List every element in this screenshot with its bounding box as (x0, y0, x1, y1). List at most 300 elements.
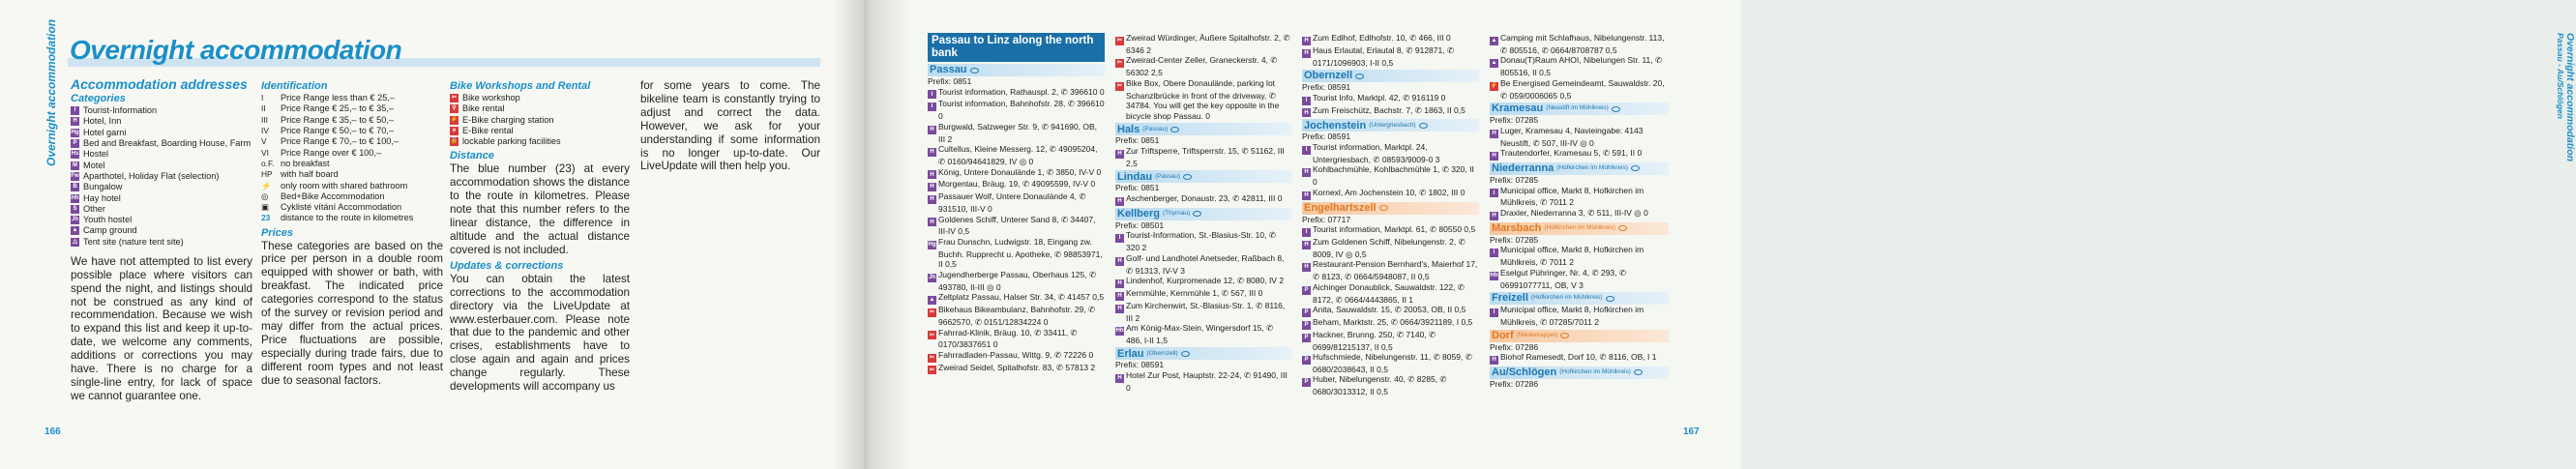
identification-row (261, 202, 443, 213)
identification-code: ▣ (261, 202, 269, 213)
category-symbol-icon: H (1115, 305, 1124, 313)
category-symbol-icon: H (928, 183, 936, 191)
prices-paragraph: These categories are based on the price per person in a double room equipped with shower or bath, with breakfast. The indicated price categories correspond to the status of the survey or revision period and may differ from the actual prices. Price fluctuations are possible, especially during trade fairs, due to different room types and not least due to seasonal factors. (261, 239, 443, 387)
category-symbol-icon: ▲ (1491, 38, 1497, 44)
category-symbol-icon: ✂ (929, 366, 935, 373)
sightseeing-icon (1612, 106, 1620, 112)
identification-code: ⚡ (261, 180, 272, 191)
category-row (71, 182, 252, 192)
category-symbol-icon: Jh (71, 217, 78, 223)
entry-text: Zweirad-Center Zeller, Graneckerstr. 4, ✆ 56302 2,5 (1126, 55, 1278, 78)
category-symbol-icon: ⚲ (450, 104, 459, 113)
category-symbol-icon: H (1115, 292, 1124, 301)
accommodation-entry (1302, 305, 1479, 317)
location-header (1302, 202, 1479, 215)
category-row (71, 149, 252, 160)
category-symbol-icon: P (1302, 378, 1311, 387)
category-symbol-icon: H (1115, 150, 1124, 159)
category-symbol-icon: I (1490, 189, 1498, 197)
category-symbol-icon: H (928, 126, 936, 134)
category-symbol-icon: H (1490, 356, 1498, 365)
phone-prefix: Prefix: 07717 (1302, 214, 1351, 224)
location-header (1115, 347, 1291, 360)
location-header (1490, 366, 1669, 379)
entry-text: Zum Freischütz, Bachstr. 7, ✆ 1863, II 0,5 (1313, 104, 1466, 115)
category-symbol-icon: Hh (1490, 272, 1498, 278)
entry-text: Tourist information, Marktpl. 61, ✆ 80550 0,5 (1313, 224, 1476, 235)
accommodation-entry (1115, 370, 1291, 393)
category-symbol-icon: M (73, 161, 77, 168)
entry-text: Zweirad Seidel, Spitalhofstr. 83, ✆ 57813 2 (938, 362, 1096, 372)
category-symbol-icon: ⚡ (450, 116, 459, 123)
entry-text: Luger, Kramesau 4, Navieingabe: 4143 Neustift, ✆ 507, III-IV ◎ 0 (1500, 125, 1643, 148)
identification-code: IV (261, 126, 269, 136)
category-symbol-icon: Hg (928, 241, 936, 248)
category-label: Hay hotel (83, 192, 121, 203)
category-symbol-icon: H (1115, 279, 1124, 288)
identification-row (261, 115, 443, 126)
location-name: Engelhartszell (1304, 201, 1377, 214)
sightseeing-icon (1355, 73, 1364, 79)
entry-text: Fahrrad-Klinik, Bräug. 10, ✆ 33411, ✆ 0170/3837651 0 (938, 327, 1078, 350)
entry-text: Beham, Marktstr. 25, ✆ 0664/3921189, I 0,5 (1313, 316, 1473, 327)
accommodation-entry (1490, 208, 1669, 220)
accommodation-entry (928, 363, 1105, 375)
accommodation-entry (1490, 268, 1669, 290)
identification-row (261, 103, 443, 114)
location-name: Dorf (1492, 329, 1514, 341)
category-symbol-icon: △ (71, 238, 79, 247)
category-symbol-icon: I (1490, 308, 1498, 317)
col-identification (261, 81, 443, 388)
workshop-label: E-Bike charging station (462, 114, 554, 125)
category-row (71, 192, 252, 203)
location-name: Kramesau (1492, 103, 1544, 115)
location-name: Marsbach (1492, 221, 1542, 234)
sightseeing-icon (1181, 351, 1190, 357)
sightseeing-icon (1634, 369, 1643, 375)
identification-row (261, 191, 443, 202)
entry-text: Biohof Ramesedt, Dorf 10, ✆ 8116, OB, I 1 (1500, 352, 1657, 363)
location-header (928, 64, 1105, 76)
sightseeing-icon (1170, 127, 1179, 132)
identification-code: ◎ (261, 191, 269, 201)
entry-text: Am König-Max-Stein, Wingersdorf 15, ✆ 486, I-II 1,5 (1126, 323, 1274, 345)
side-label-right-line2: Passau - Au/Schlögen (2555, 33, 2565, 119)
accommodation-entry (1115, 146, 1291, 168)
category-symbol-icon: Jh (928, 274, 935, 280)
location-name: Obernzell (1304, 70, 1353, 82)
phone-prefix: Prefix: 07286 (1490, 378, 1539, 389)
accommodation-entry (928, 237, 1105, 270)
entry-text: Camping mit Schlafhaus, Nibelungenstr. 113, ✆ 805516, ✆ 0664/8708787 0,5 (1500, 33, 1665, 55)
accommodation-entry (1115, 230, 1291, 252)
category-symbol-icon: ✂ (1116, 60, 1123, 67)
location-header (1490, 222, 1669, 235)
sightseeing-icon (1560, 333, 1569, 338)
entry-text: Be Energised Gemeindeamt, Sauwaldstr. 20, ✆ 059/0006065 0,5 (1500, 77, 1665, 101)
identification-label: no breakfast (281, 158, 330, 168)
accommodation-entry (928, 179, 1105, 191)
sightseeing-icon (1631, 165, 1640, 171)
identification-label: with half board (281, 169, 339, 180)
category-symbol-icon: Hg (71, 129, 79, 135)
entry-text: Huber, Nibelungenstr. 40, ✆ 8285, ✆ 0680/3013312, II 0,5 (1313, 374, 1447, 397)
location-name: Hals (1117, 123, 1140, 135)
accommodation-entry (1302, 330, 1479, 352)
category-symbol-icon: ✂ (1116, 82, 1123, 89)
entry-text: Restaurant-Pension Bernhard's, Maierhof 17, ✆ 8123, ✆ 0664/5948087, II 0,5 (1313, 259, 1478, 282)
accommodation-entry (1302, 45, 1479, 68)
accommodation-entry (1490, 148, 1669, 161)
category-symbol-icon: ✂ (929, 354, 935, 361)
workshop-row (450, 115, 630, 126)
category-symbol-icon: H (1302, 263, 1311, 272)
category-row (71, 204, 252, 215)
directory-col-2 (1115, 33, 1291, 393)
entry-text: Zum Kirchenwirt, St.-Blasius-Str. 1, ✆ 8116, III 2 (1126, 300, 1286, 323)
accommodation-entry (1302, 93, 1479, 105)
entry-text: Hotel Zur Post, Hauptstr. 22-24, ✆ 91490, III 0 (1126, 370, 1288, 393)
accommodation-entry (1302, 142, 1479, 164)
category-label: Hostel (83, 149, 109, 160)
category-symbol-icon: H (1302, 168, 1311, 177)
page-number-right: 167 (1683, 426, 1700, 437)
sightseeing-icon (1618, 225, 1627, 231)
accommodation-entry (928, 167, 1105, 180)
location-municipality: (Thyrnau) (1163, 209, 1191, 217)
category-symbol-icon: ✂ (929, 309, 935, 316)
location-name: Kellberg (1117, 207, 1161, 220)
entry-text: Tourist information, Rathauspl. 2, ✆ 396610 0 (938, 86, 1105, 97)
accommodation-entry (1115, 33, 1291, 55)
location-municipality: (Hofkirchen im Mühlkreis) (1559, 368, 1631, 376)
accommodation-entry (1115, 253, 1291, 276)
category-row (71, 171, 252, 182)
accommodation-entry (928, 215, 1105, 237)
identification-label: Cyklisté vítání Accommodation (281, 202, 402, 213)
entry-text: Zum Goldenen Schiff, Nibelungenstr. 2, ✆ 8009, IV ◎ 0,5 (1313, 236, 1466, 259)
identification-label: Price Range € 50,– to € 70,– (281, 126, 394, 136)
sightseeing-icon (1183, 174, 1192, 180)
category-symbol-icon: I (1302, 97, 1311, 105)
section-title: Passau to Linz along the north bank (928, 33, 1105, 62)
category-symbol-icon: I (1302, 228, 1311, 237)
category-label: Aparthotel, Holiday Flat (selection) (83, 170, 220, 181)
entry-text: Kernmühle, Kernmühle 1, ✆ 567, III 0 (1126, 287, 1263, 298)
accommodation-entry (1302, 317, 1479, 330)
location-municipality: (Hofkirchen im Mühlkreis) (1530, 294, 1603, 302)
category-label: Hotel garni (83, 127, 127, 137)
accommodation-entry (1115, 288, 1291, 301)
directory-col-4 (1490, 33, 1669, 389)
category-symbol-icon: I (71, 106, 79, 115)
workshop-label: lockable parking facilities (462, 136, 561, 147)
phone-prefix: Prefix: 07285 (1490, 115, 1539, 126)
entry-text: Zeltplatz Passau, Halser Str. 34, ✆ 41457 0,5 (938, 292, 1105, 303)
entry-text: Morgentau, Bräug. 19, ✆ 49095599, IV-V 0 (938, 179, 1096, 190)
continued-paragraph: for some years to come. The bikeline team is constantly trying to adjust and correct the data. However, we ask for your understanding if some information is no longer up-to-date. Our LiveUpdate will then help you. (640, 79, 820, 173)
category-symbol-icon: H (928, 218, 936, 226)
identification-code: V (261, 136, 267, 147)
category-symbol-icon: ▲ (72, 227, 78, 234)
identification-label: Price Range € 25,– to € 35,– (281, 103, 394, 114)
identification-label: Price Range over € 100,– (281, 147, 382, 158)
right-page (866, 0, 2576, 469)
category-row (71, 160, 252, 170)
intro-paragraph: We have not attempted to list every possible place where visitors can spend the night, and listings should not be construed as any kind of recommendation. Because we wish to expand this list and keep it up-to-date, we welcome any comments, additions or corrections you may have. There is no charge for a single-line entry, for lack of space we cannot guarantee one. (71, 254, 252, 402)
identification-label: Price Range € 35,– to € 50,– (281, 114, 394, 125)
workshop-row (450, 136, 630, 147)
entry-text: Aichinger Donaublick, Sauwaldstr. 122, ✆ 8172, ✆ 0664/4443865, II 1 (1313, 281, 1465, 305)
location-municipality: (Niederkappel) (1516, 331, 1558, 338)
accommodation-entry (928, 270, 1105, 292)
entry-text: Golf- und Landhotel Anetseder, Raßbach 8, ✆ 91313, IV-V 3 (1126, 252, 1285, 276)
category-row (71, 215, 252, 225)
phone-prefix: Prefix: 0851 (1115, 135, 1160, 146)
entry-text: Zweirad Würdinger, Äußere Spitalhofstr. 2, ✆ 6346 2 (1126, 33, 1290, 55)
category-symbol-icon: S (71, 205, 79, 214)
entry-text: Fahrradladen-Passau, Wittg. 9, ✆ 72226 0 (938, 349, 1094, 360)
entry-text: Anita, Sauwaldstr. 15, ✆ 20053, OB, II 0,5 (1313, 305, 1466, 315)
workshop-row (450, 103, 630, 114)
category-row (71, 225, 252, 236)
identification-row (261, 93, 443, 103)
category-symbol-icon: I (1490, 249, 1498, 257)
category-label: Motel (83, 160, 105, 170)
accommodation-entry (928, 350, 1105, 363)
identification-row (261, 159, 443, 169)
category-symbol-icon: ✂ (451, 95, 458, 102)
directory-col-1 (928, 33, 1105, 374)
category-symbol-icon: H (1490, 130, 1498, 138)
identification-code: I (261, 93, 264, 103)
category-label: Youth hostel (83, 215, 133, 225)
location-name: Lindau (1117, 170, 1153, 183)
location-municipality: (Passau) (1142, 125, 1169, 132)
entry-text: Hackner, Brunng. 250, ✆ 7140, ✆ 0699/81215137, II 0,5 (1313, 329, 1436, 352)
entry-text: Passauer Wolf, Untere Donaulände 4, ✆ 931510, III-V 0 (938, 191, 1086, 214)
category-symbol-icon: H (1490, 152, 1498, 161)
phone-prefix: Prefix: 08591 (1115, 360, 1165, 370)
page-number-left: 166 (44, 426, 61, 437)
accommodation-entry (1490, 245, 1669, 267)
location-header (1115, 208, 1291, 220)
category-label: Other (83, 203, 105, 214)
entry-text: Trautendorfer, Kramesau 5, ✆ 591, II 0 (1500, 148, 1643, 159)
category-symbol-icon: ▲ (929, 297, 935, 304)
category-row (71, 138, 252, 149)
identification-code: III (261, 114, 268, 125)
identification-row (261, 136, 443, 147)
accommodation-addresses-heading: Accommodation addresses (71, 76, 248, 92)
book-gutter (832, 0, 909, 469)
sightseeing-icon (1193, 211, 1201, 217)
entry-text: Jugendherberge Passau, Oberhaus 125, ✆ 493780, II-III ◎ 0 (938, 269, 1097, 292)
category-symbol-icon: B (71, 183, 79, 191)
entry-text: Municipal office, Markt 8, Hofkirchen im Mühlkreis, ✆ 7011 2 (1500, 185, 1644, 208)
col-continued (640, 79, 820, 173)
location-header (1490, 162, 1669, 175)
category-symbol-icon: H (1115, 374, 1124, 383)
category-symbol-icon: H (928, 148, 936, 157)
category-symbol-icon: H (928, 195, 936, 204)
category-symbol-icon: H (1302, 241, 1311, 249)
category-row (71, 128, 252, 138)
accommodation-entry (928, 328, 1105, 350)
location-municipality: (Untergriesbach) (1369, 121, 1416, 129)
identification-row (261, 180, 443, 191)
entry-text: Lindenhof, Kurpromenade 12, ✆ 8080, IV 2 (1126, 276, 1285, 286)
category-symbol-icon: I (928, 103, 936, 111)
entry-text: Kohlbachmühle, Kohlbachmühle 1, ✆ 320, II 0 (1313, 164, 1474, 188)
col-categories (71, 76, 252, 403)
accommodation-entry (1302, 374, 1479, 396)
identification-code: VI (261, 147, 269, 158)
left-page (0, 0, 864, 469)
phone-prefix: Prefix: 08591 (1302, 82, 1351, 93)
entry-text: Zur Triftsperre, Triftsperrstr. 15, ✆ 51162, III 2,5 (1126, 145, 1285, 168)
category-symbol-icon: H (1115, 257, 1124, 266)
workshop-label: E-Bike rental (462, 126, 514, 136)
accommodation-entry (928, 305, 1105, 327)
category-symbol-icon: H (71, 117, 79, 126)
accommodation-entry (1490, 78, 1669, 101)
location-municipality: (Passau) (1155, 172, 1181, 180)
workshop-list (450, 93, 630, 147)
accommodation-entry (1302, 224, 1479, 237)
category-row (71, 237, 252, 248)
category-symbol-icon: 🔒 (450, 138, 459, 145)
identification-row (261, 213, 443, 223)
category-row (71, 116, 252, 127)
location-name: Au/Schlögen (1492, 366, 1557, 379)
identification-code: o.F. (261, 158, 275, 168)
col-workshops (450, 81, 630, 394)
entry-text: Cultellus, Kleine Messerg. 12, ✆ 49095204, ✆ 0160/94641829, IV ◎ 0 (938, 144, 1098, 166)
category-symbol-icon: H (1490, 212, 1498, 220)
identification-code: 23 (261, 213, 271, 223)
entry-text: Eselgut Pühringer, Nr. 4, ✆ 293, ✆ 06991077711, OB, V 3 (1500, 267, 1627, 290)
entry-text: Haus Erlautal, Erlautal 8, ✆ 912871, ✆ 0171/1096903, I-II 0,5 (1313, 44, 1455, 68)
workshop-row (450, 126, 630, 136)
sightseeing-icon (970, 68, 979, 73)
accommodation-entry (1490, 352, 1669, 365)
identification-row (261, 147, 443, 158)
accommodation-entry (1115, 323, 1291, 345)
identification-label: only room with shared bathroom (281, 180, 408, 191)
phone-prefix: Prefix: 0851 (928, 76, 972, 86)
price-list (261, 93, 443, 224)
entry-text: Draxler, Niederranna 3, ✆ 511, III-IV ◎ 0 (1500, 207, 1648, 218)
workshops-heading: Bike Workshops and Rental (450, 80, 591, 92)
accommodation-entry (1490, 186, 1669, 208)
page-title: Overnight accommodation (70, 35, 402, 65)
entry-text: Tourist Info, Marktpl. 42, ✆ 916119 0 (1313, 92, 1446, 103)
category-symbol-icon: H (1115, 197, 1124, 206)
location-municipality: (Hofkirchen im Mühlkreis) (1556, 164, 1628, 172)
entry-text: Frau Dunschn, Ludwigstr. 18, Eingang zw. Buchh. Rupprecht u. Apotheke, ✆ 98853971, II 0,5 (938, 236, 1103, 270)
accommodation-entry (1490, 126, 1669, 148)
location-header (1490, 330, 1669, 342)
accommodation-entry (1115, 78, 1291, 122)
sightseeing-icon (1419, 123, 1428, 129)
phone-prefix: Prefix: 08591 (1302, 132, 1351, 142)
side-label-right (2555, 33, 2576, 161)
location-name: Freizell (1492, 292, 1528, 305)
location-header (1302, 119, 1479, 132)
accommodation-entry (928, 87, 1105, 100)
entry-text: Zum Edlhof, Edlhofstr. 10, ✆ 466, III 0 (1313, 33, 1451, 43)
category-symbol-icon: H (1302, 108, 1311, 117)
workshop-label: Bike rental (462, 103, 505, 114)
entry-text: Tourist-Information, St.-Blasius-Str. 10, ✆ 320 2 (1126, 230, 1276, 253)
prices-heading: Prices (261, 226, 294, 239)
updates-heading: Updates & corrections (450, 259, 564, 272)
accommodation-entry (1115, 193, 1291, 206)
entry-text: Burgwald, Salzweger Str. 9, ✆ 941690, OB, III 2 (938, 121, 1097, 144)
categories-list (71, 105, 252, 248)
identification-label: Price Range less than € 25,– (281, 93, 395, 103)
accommodation-entry (1115, 276, 1291, 288)
location-header (1302, 70, 1479, 82)
category-symbol-icon: I (928, 90, 936, 99)
identification-heading: Identification (261, 80, 328, 92)
category-symbol-icon: H (928, 170, 936, 179)
accommodation-entry (928, 122, 1105, 144)
distance-paragraph: The blue number (23) at every accommodation shows the distance to the route in kilometres. Please note that this number refers to the linear distance, the difference in altitude and the actual distance covered is not included. (450, 162, 630, 256)
category-label: Bungalow (83, 182, 123, 192)
category-label: Hotel, Inn (83, 116, 122, 127)
category-symbol-icon: Hh (1115, 328, 1124, 335)
category-symbol-icon: P (1302, 286, 1311, 295)
location-municipality: (Neustift im Mühlkreis) (1546, 104, 1609, 112)
entry-text: König, Untere Donaulände 1, ✆ 3850, IV-V 0 (938, 166, 1102, 177)
entry-text: Bike Box, Obere Donaulände, parking lot Schanzlbrücke in front of the driveway, ✆ 34784. You will get the key opposite in the bicycle shop Passau. 0 (1126, 77, 1280, 121)
accommodation-entry (1302, 259, 1479, 281)
accommodation-entry (1302, 105, 1479, 118)
workshop-row (450, 93, 630, 103)
location-municipality: (Obernzell) (1146, 349, 1178, 357)
location-header (1115, 170, 1291, 183)
phone-prefix: Prefix: 08501 (1115, 220, 1165, 230)
accommodation-entry (928, 99, 1105, 121)
category-symbol-icon: P (1302, 321, 1311, 330)
category-label: Tourist-Information (83, 105, 158, 116)
distance-heading: Distance (450, 150, 494, 162)
category-symbol-icon: ⚡ (1490, 82, 1498, 89)
accommodation-entry (928, 191, 1105, 214)
side-label-left: Overnight accommodation (44, 18, 58, 166)
entry-text: Tourist information, Marktpl. 24, Untergriesbach, ✆ 08593/9009-0 3 (1313, 141, 1440, 164)
category-symbol-icon: Fw (71, 172, 79, 179)
category-symbol-icon: Hs (71, 151, 79, 158)
location-header (1115, 123, 1291, 135)
location-header (1490, 103, 1669, 115)
identification-row (261, 169, 443, 180)
accommodation-entry (1115, 55, 1291, 77)
identification-label: Bed+Bike Accommodation (281, 191, 385, 201)
category-symbol-icon: e (450, 127, 459, 135)
entry-text: Kornexl, Am Jochenstein 10, ✆ 1802, III 0 (1313, 187, 1466, 197)
accommodation-entry (1302, 352, 1479, 374)
category-symbol-icon: ▲ (1491, 60, 1497, 67)
category-symbol-icon: H (1302, 191, 1311, 200)
identification-label: distance to the route in kilometres (281, 213, 414, 223)
category-symbol-icon: ✂ (929, 332, 935, 338)
accommodation-entry (1302, 188, 1479, 200)
identification-code: II (261, 103, 266, 114)
